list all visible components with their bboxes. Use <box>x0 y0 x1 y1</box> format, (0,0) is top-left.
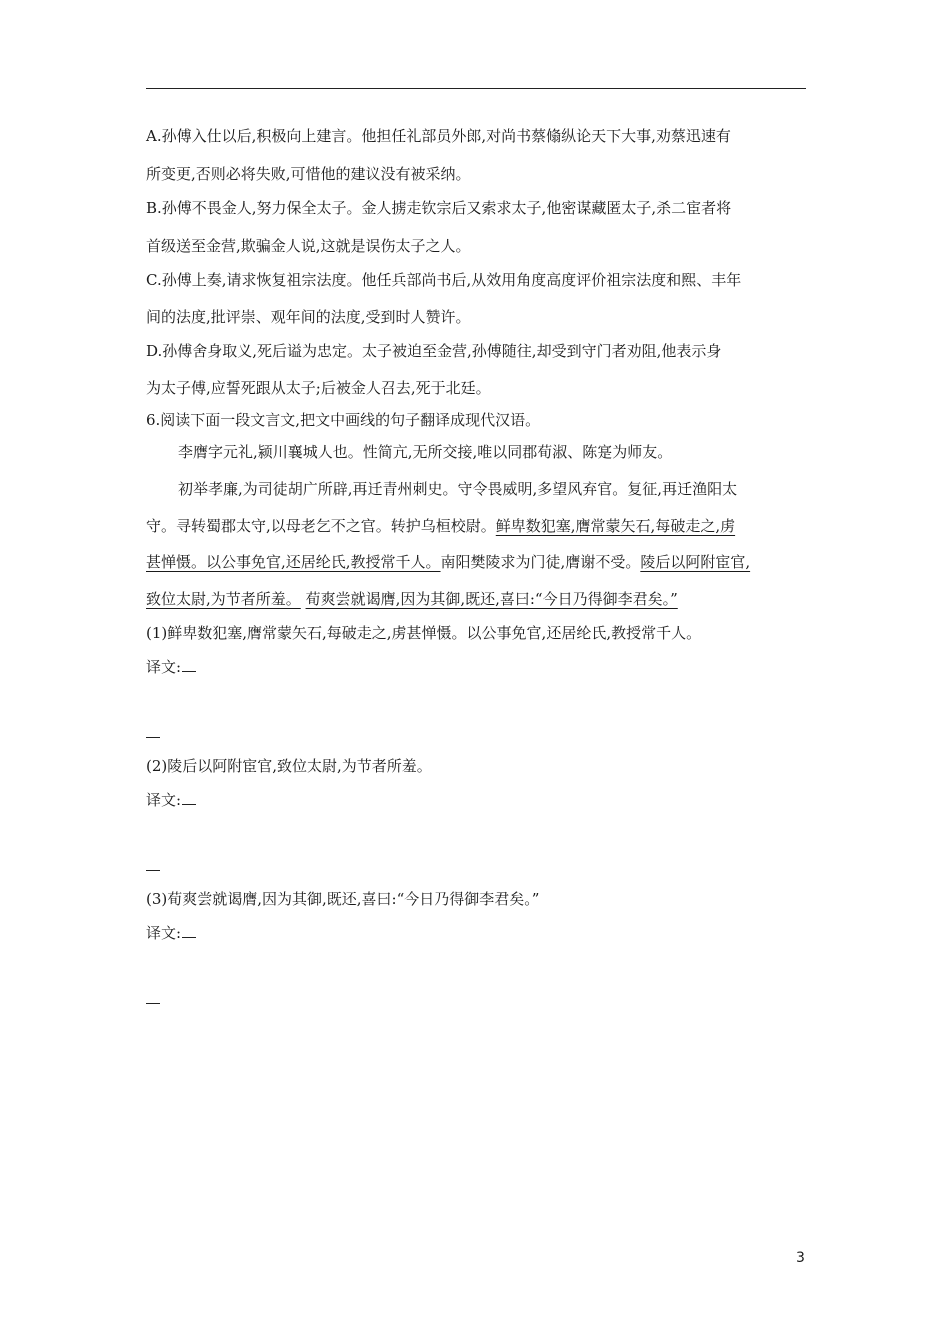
answer-blank-1a[interactable] <box>182 657 196 672</box>
translation-label-3: 译文: <box>146 922 196 944</box>
option-a-line-1: A.孙傅入仕以后,积极向上建言。他担任礼部员外郎,对尚书蔡翛纵论天下大事,劝蔡迅速有 <box>146 127 731 145</box>
answer-blank-3a[interactable] <box>182 923 196 938</box>
passage-p2-line-1: 初举孝廉,为司徒胡广所辟,再迁青州刺史。守令畏威明,多望风弃官。复征,再迁渔阳太 <box>178 480 738 498</box>
answer-blank-2a[interactable] <box>182 790 196 805</box>
question-6-prompt: 6.阅读下面一段文言文,把文中画线的句子翻译成现代汉语。 <box>146 411 541 429</box>
underlined-sentence-3: 荀爽尝就谒膺,因为其御,既还,喜曰:“今日乃得御李君矣。” <box>305 590 678 608</box>
option-d-line-1: D.孙傅舍身取义,死后谥为忠定。太子被迫至金营,孙傅随往,却受到守门者劝阻,他表示身 <box>146 342 722 360</box>
sub-question-1: (1)鲜卑数犯塞,膺常蒙矢石,每破走之,虏甚惮慑。以公事免官,还居纶氏,教授常千人。 <box>146 624 702 642</box>
option-b-line-2: 首级送至金营,欺骗金人说,这就是误伤太子之人。 <box>146 237 471 255</box>
passage-text: 南阳樊陵求为门徒,膺谢不受。 <box>440 553 641 571</box>
sub-question-3: (3)荀爽尝就谒膺,因为其御,既还,喜曰:“今日乃得御李君矣。” <box>146 890 540 908</box>
option-a-line-2: 所变更,否则必将失败,可惜他的建议没有被采纳。 <box>146 165 471 183</box>
underlined-sentence-1b: 甚惮慑。以公事免官,还居纶氏,教授常千人。 <box>146 553 441 571</box>
answer-blank-1b[interactable] <box>146 737 160 738</box>
underlined-sentence-2a: 陵后以阿附宦官, <box>640 553 751 571</box>
passage-text: 守。寻转蜀郡太守,以母老乞不之官。转护乌桓校尉。 <box>146 517 496 535</box>
passage-p2-line-3 <box>146 551 750 573</box>
option-d-line-2: 为太子傅,应誓死跟从太子;后被金人召去,死于北廷。 <box>146 379 491 397</box>
header-rule <box>146 88 806 89</box>
answer-blank-2b[interactable] <box>146 870 160 871</box>
underlined-sentence-2b: 致位太尉,为节者所羞。 <box>146 590 301 608</box>
option-c-line-2: 间的法度,批评崇、观年间的法度,受到时人赞许。 <box>146 308 471 326</box>
translation-label-2: 译文: <box>146 789 196 811</box>
passage-paragraph-1: 李膺字元礼,颍川襄城人也。性简亢,无所交接,唯以同郡荀淑、陈寔为师友。 <box>178 443 673 461</box>
sub-question-2: (2)陵后以阿附宦官,致位太尉,为节者所羞。 <box>146 757 432 775</box>
translation-label-1: 译文: <box>146 656 196 678</box>
option-b-line-1: B.孙傅不畏金人,努力保全太子。金人掳走钦宗后又索求太子,他密谋藏匿太子,杀二宦者将 <box>146 199 732 217</box>
passage-p2-line-2 <box>146 515 735 537</box>
passage-p2-line-4 <box>146 588 678 610</box>
underlined-sentence-1a: 鲜卑数犯塞,膺常蒙矢石,每破走之,虏 <box>495 517 736 535</box>
option-c-line-1: C.孙傅上奏,请求恢复祖宗法度。他任兵部尚书后,从效用角度高度评价祖宗法度和熙、丰年 <box>146 271 742 289</box>
page-number: 3 <box>796 1250 805 1266</box>
answer-blank-3b[interactable] <box>146 1003 160 1004</box>
